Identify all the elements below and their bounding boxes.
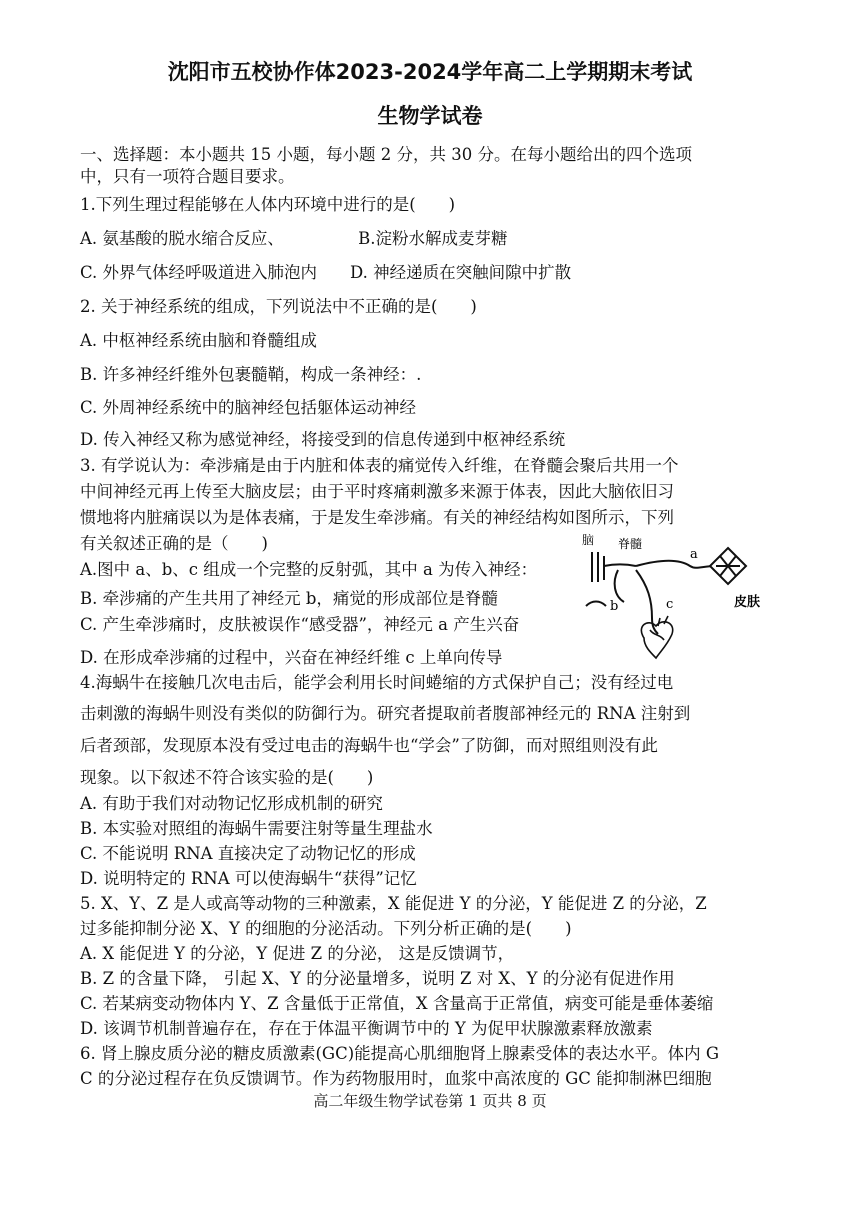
- text-line: 后者颈部，发现原本没有受过电击的海蜗牛也“学会”了防御，而对照组则没有此: [80, 736, 658, 755]
- option-line: D. 在形成牵涉痛的过程中，兴奋在神经纤维 c 上单向传导: [80, 648, 503, 667]
- option-line: B. 许多神经纤维外包裹髓鞘，构成一条神经：.: [80, 365, 422, 384]
- label-b: b: [610, 599, 619, 614]
- text-line: 击刺激的海蜗牛则没有类似的防御行为。研究者提取前者腹部神经元的 RNA 注射到: [80, 704, 691, 723]
- text-line: C 的分泌过程存在负反馈调节。作为药物服用时，血浆中高浓度的 GC 能抑制淋巴细胞: [80, 1069, 712, 1088]
- label-a: a: [690, 547, 698, 562]
- question-5: 5. X、Y、Z 是人或高等动物的三种激素，X 能促进 Y 的分泌，Y 能促进 Z 的分泌，Z: [80, 894, 707, 913]
- text-line: 过多能抑制分泌 X、Y 的细胞的分泌活动。下列分析正确的是( ): [80, 919, 572, 938]
- option-line: C. 外界气体经呼吸道进入肺泡内 D. 神经递质在突触间隙中扩散: [80, 263, 572, 282]
- text-line: 一、选择题：本小题共 15 小题，每小题 2 分，共 30 分。在每小题给出的四个选项: [80, 145, 692, 164]
- option-line: A. 有助于我们对动物记忆形成机制的研究: [80, 794, 383, 813]
- text-line: 有关叙述正确的是（ ): [80, 534, 268, 553]
- text-line: 中间神经元再上传至大脑皮层；由于平时疼痛刺激多来源于体表，因此大脑依旧习: [80, 482, 674, 501]
- option-line: A. X 能促进 Y 的分泌，Y 促进 Z 的分泌， 这是反馈调节，: [80, 944, 515, 963]
- label-brain: 脑: [582, 533, 595, 547]
- neural-pathway-figure: [578, 530, 778, 665]
- option-line: C. 不能说明 RNA 直接决定了动物记忆的形成: [80, 844, 416, 863]
- page-footer: 高二年级生物学试卷第 1 页共 8 页: [313, 1092, 547, 1110]
- heart-icon: [641, 616, 672, 658]
- neuron-a: [636, 561, 716, 568]
- question-4: 4.海蜗牛在接触几次电击后，能学会利用长时间蜷缩的方式保护自己；没有经过电: [80, 673, 674, 692]
- question-6: 6. 肾上腺皮质分泌的糖皮质激素(GC)能提高心肌细胞肾上腺素受体的表达水平。体内 G: [80, 1044, 720, 1063]
- option-line: D. 传入神经又称为感觉神经，将接受到的信息传递到中枢神经系统: [80, 430, 566, 449]
- text-line: 现象。以下叙述不符合该实验的是( ): [80, 768, 374, 787]
- option-line: B. Z 的含量下降， 引起 X、Y 的分泌量增多，说明 Z 对 X、Y 的分泌有促进作用: [80, 969, 675, 988]
- option-line: B. 本实验对照组的海蜗牛需要注射等量生理盐水: [80, 819, 433, 838]
- skin-icon: [710, 548, 746, 584]
- text-line: 中，只有一项符合题目要求。: [80, 167, 295, 186]
- question-3: 3. 有学说认为：牵涉痛是由于内脏和体表的痛觉传入纤维，在脊髓会聚后共用一个: [80, 456, 679, 475]
- option-line: D. 该调节机制普遍存在，存在于体温平衡调节中的 Y 为促甲状腺激素释放激素: [80, 1019, 653, 1038]
- exam-subtitle: 生物学试卷: [377, 104, 483, 128]
- text-line: 惯地将内脏痛误以为是体表痛，于是发生牵涉痛。有关的神经结构如图所示，下列: [80, 508, 674, 527]
- neuron-b: [615, 570, 624, 602]
- option-line: A.图中 a、b、c 组成一个完整的反射弧，其中 a 为传入神经：: [80, 560, 538, 579]
- question-2: 2. 关于神经系统的组成，下列说法中不正确的是( ): [80, 297, 477, 316]
- label-spinal-cord: 脊髓: [618, 537, 643, 551]
- option-line: D. 说明特定的 RNA 可以使海蜗牛“获得”记忆: [80, 869, 417, 888]
- label-skin: 皮肤: [734, 595, 761, 610]
- option-line: C. 外周神经系统中的脑神经包括躯体运动神经: [80, 398, 417, 417]
- option-line: A. 氨基酸的脱水缩合反应、 B.淀粉水解成麦芽糖: [80, 229, 508, 248]
- option-line: C. 若某病变动物体内 Y、Z 含量低于正常值，X 含量高于正常值，病变可能是垂体萎缩: [80, 994, 714, 1013]
- option-line: B. 牵涉痛的产生共用了神经元 b，痛觉的形成部位是脊髓: [80, 589, 498, 608]
- label-c: c: [666, 597, 674, 612]
- option-line: C. 产生牵涉痛时，皮肤被误作“感受器”，神经元 a 产生兴奋: [80, 615, 520, 634]
- option-line: A. 中枢神经系统由脑和脊髓组成: [80, 331, 317, 350]
- exam-title: 沈阳市五校协作体2023-2024学年高二上学期期末考试: [167, 60, 693, 84]
- question-1: 1.下列生理过程能够在人体内环境中进行的是( ): [80, 195, 456, 214]
